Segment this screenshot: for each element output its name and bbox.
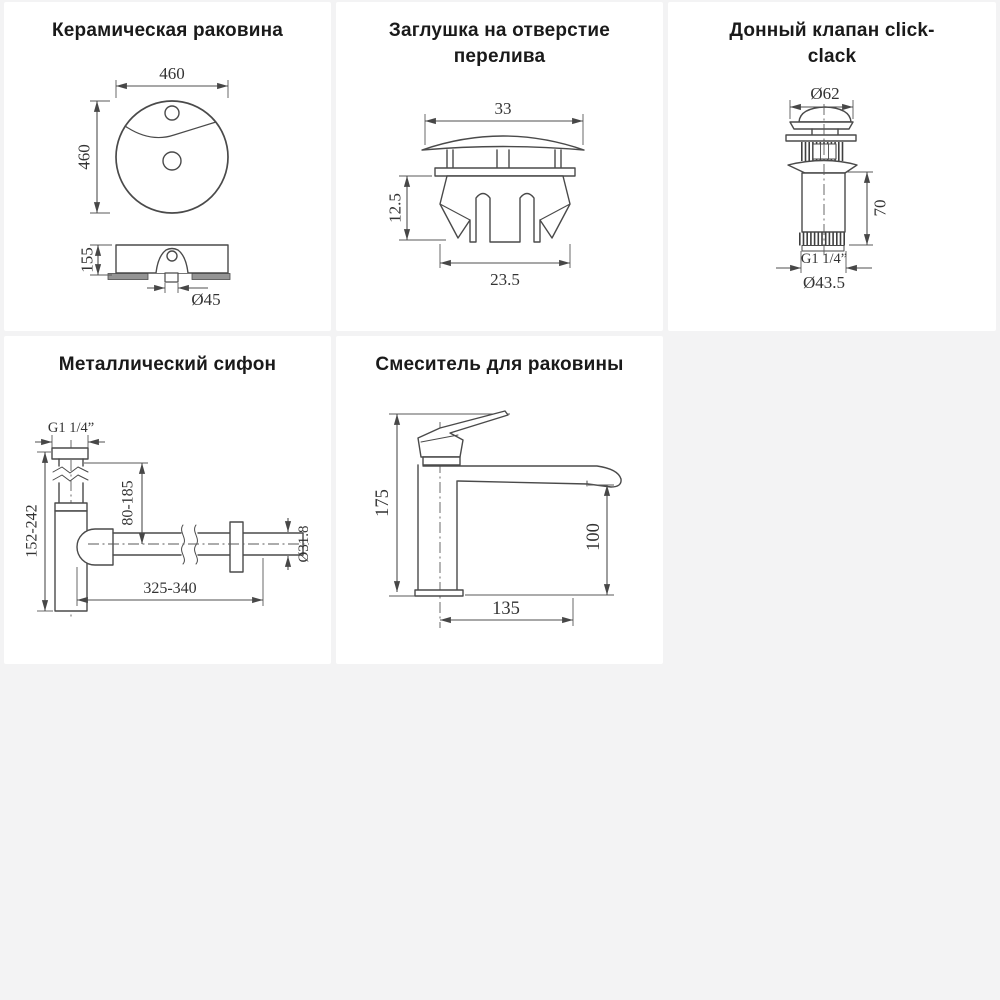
panel-faucet (336, 336, 663, 664)
valve-thread-label: G1 1/4” (800, 251, 848, 267)
valve-dim-thread (776, 251, 872, 292)
panel-faucet-title: Смеситель для раковины (375, 354, 624, 375)
panel-siphon (4, 336, 331, 664)
plug-dim-height (386, 176, 447, 240)
siphon-pipe-label: Ø31.8 (296, 525, 312, 563)
valve-drawing (668, 2, 996, 331)
valve-thread-diameter-label: Ø43.5 (802, 273, 846, 292)
valve-dim-height (847, 172, 890, 245)
valve-body (786, 104, 857, 256)
faucet-dim-spout-height (465, 485, 614, 595)
panel-valve-title: Донный клапан click-clack (729, 20, 935, 67)
faucet-height-label: 175 (373, 489, 393, 517)
plug-body (422, 136, 584, 242)
plug-cap-width-label: 33 (494, 99, 512, 118)
sink-bowl-height-label: 155 (77, 247, 97, 273)
sink-top-view (116, 101, 228, 213)
valve-height-label: 70 (870, 199, 890, 217)
siphon-dim-total (24, 452, 54, 611)
plug-drawing (336, 2, 663, 331)
sink-dim-bowl-height (78, 245, 113, 275)
valve-cap-label: Ø62 (810, 84, 840, 103)
faucet-spout-height-label: 100 (584, 523, 604, 551)
plug-height-label: 12.5 (385, 193, 405, 223)
siphon-length-label: 325-340 (143, 580, 197, 597)
sink-pad-right (192, 274, 230, 280)
sink-dim-width (116, 64, 228, 98)
faucet-reach-label: 135 (492, 599, 520, 619)
siphon-thread-label: G1 1/4” (47, 420, 95, 436)
panel-sink (4, 2, 331, 331)
sink-width-label: 460 (159, 64, 185, 83)
panel-valve (668, 2, 996, 331)
panel-sink-title: Керамическая раковина (51, 20, 284, 41)
sink-drawing (4, 2, 331, 331)
panel-plug (336, 2, 663, 331)
sink-dim-height (75, 101, 111, 213)
sink-pad-left (108, 274, 148, 280)
faucet-body (415, 411, 621, 628)
faucet-dim-reach (440, 598, 573, 626)
sink-height-label: 460 (74, 144, 94, 170)
siphon-inlet-label: 80-185 (119, 480, 137, 526)
panel-plug-title: Заглушка на отверстие перелива (388, 20, 611, 67)
siphon-drawing (4, 336, 331, 664)
panel-siphon-title: Металлический сифон (58, 354, 277, 375)
siphon-dim-thread (35, 420, 105, 450)
siphon-total-label: 152-242 (23, 504, 41, 558)
sink-side-view (108, 245, 230, 282)
plug-dim-body-width (440, 244, 570, 289)
plug-body-width-label: 23.5 (490, 270, 520, 289)
sink-drain-label: Ø45 (191, 290, 221, 309)
faucet-drawing (336, 336, 663, 664)
sink-dim-drain (147, 283, 221, 309)
